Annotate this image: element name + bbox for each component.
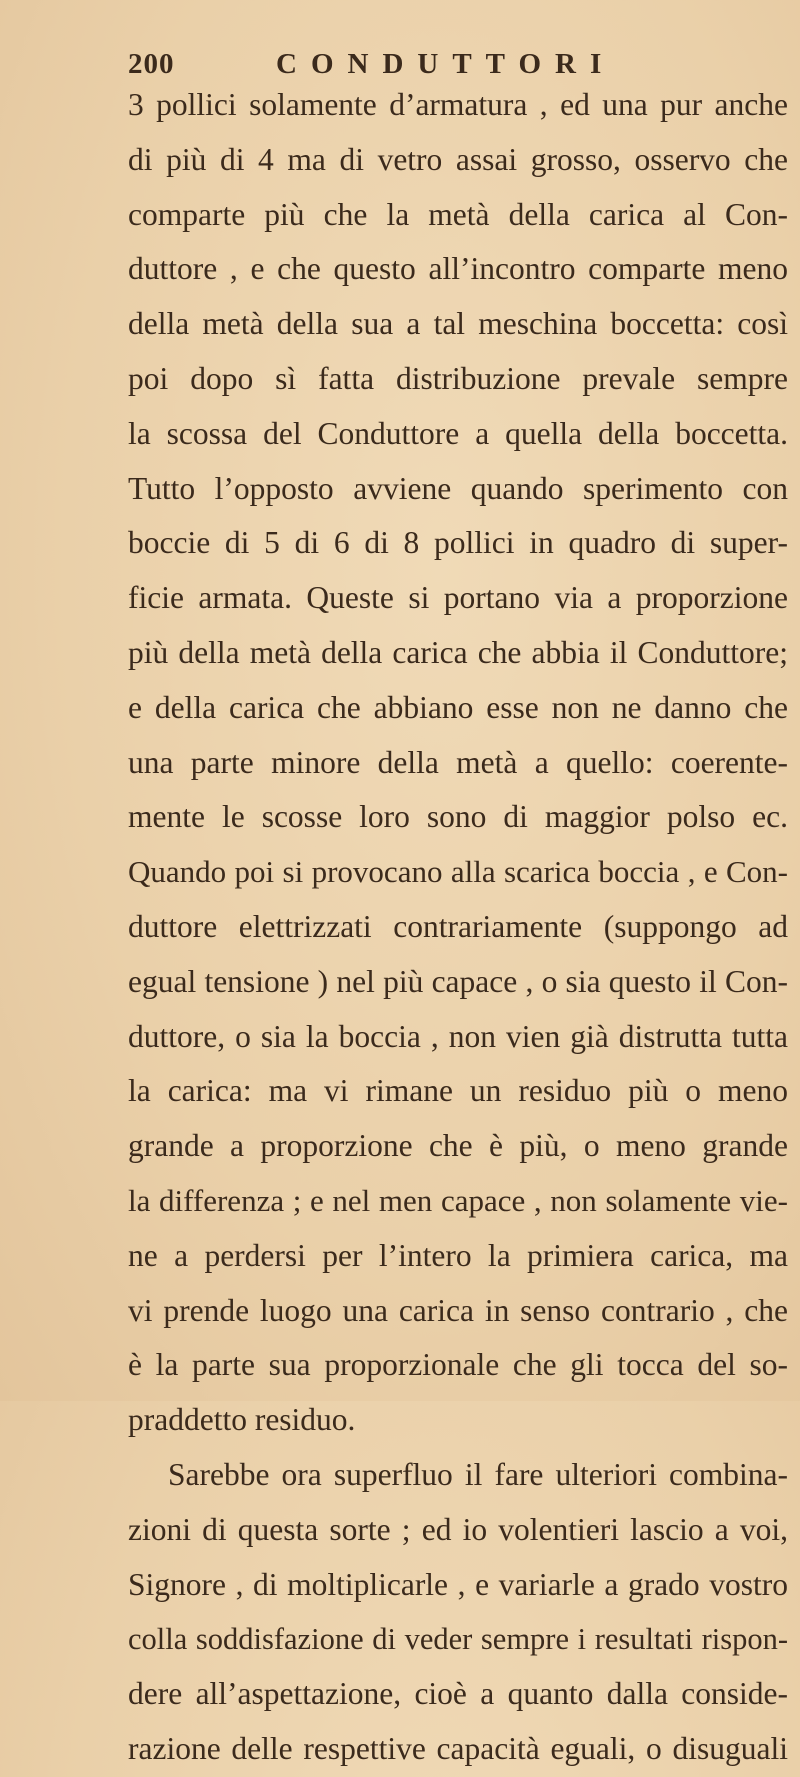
text-line: Signore , di moltiplicarle , e variarle a grado vostro (128, 1566, 788, 1602)
page-number: 200 (128, 48, 175, 80)
text-line: egual tensione ) nel più capace , o sia questo il Con- (128, 963, 788, 999)
text-line: duttore, o sia la boccia , non vien già distrutta tutta (128, 1018, 788, 1054)
text-line: colla soddisfazione di veder sempre i resultati rispon- (128, 1622, 788, 1657)
text-line: praddetto residuo. (128, 1402, 356, 1438)
running-head: CONDUTTORI (276, 48, 616, 80)
text-line: della metà della sua a tal meschina boccetta: così (128, 306, 788, 342)
text-line: una parte minore della metà a quello: coerente- (128, 744, 788, 780)
text-line: ne a perdersi per l’intero la primiera carica, ma (128, 1237, 788, 1273)
text-line: comparte più che la metà della carica al Con- (128, 196, 788, 232)
text-line: duttore , e che questo all’incontro comparte meno (128, 251, 788, 287)
text-line: di più di 4 ma di vetro assai grosso, osservo che (128, 141, 788, 177)
text-line: boccie di 5 di 6 di 8 pollici in quadro di super- (128, 525, 788, 561)
text-line: 3 pollici solamente d’armatura , ed una pur anche (128, 87, 788, 122)
text-line: vi prende luogo una carica in senso contrario , che (128, 1292, 788, 1328)
text-line: poi dopo sì fatta distribuzione prevale sempre (128, 360, 788, 396)
text-line: razione delle respettive capacità eguali, o disuguali (128, 1730, 788, 1766)
text-line: zioni di questa sorte ; ed io volentieri lascio a voi, (128, 1511, 788, 1547)
text-line: mente le scosse loro sono di maggior polso ec. (128, 799, 788, 835)
text-line: duttore elettrizzati contrariamente (suppongo ad (128, 908, 788, 944)
body-text (128, 78, 788, 1777)
text-line: e della carica che abbiano esse non ne danno che (128, 689, 788, 725)
text-line: ficie armata. Queste si portano via a proporzione (128, 580, 788, 616)
text-line: grande a proporzione che è più, o meno grande (128, 1128, 788, 1164)
text-line: Sarebbe ora superfluo il fare ulteriori combina- (168, 1456, 788, 1492)
text-line: è la parte sua proporzionale che gli tocca del so- (128, 1347, 788, 1383)
text-line: la differenza ; e nel men capace , non solamente vie- (128, 1182, 788, 1218)
text-line: la carica: ma vi rimane un residuo più o meno (128, 1073, 788, 1109)
text-line: Quando poi si provocano alla scarica boccia , e Con- (128, 854, 788, 890)
text-line: Tutto l’opposto avviene quando sperimento con (128, 470, 788, 506)
text-line: più della metà della carica che abbia il Conduttore; (128, 634, 788, 670)
text-line: la scossa del Conduttore a quella della boccetta. (128, 415, 788, 451)
text-line: dere all’aspettazione, cioè a quanto dalla conside- (128, 1676, 788, 1712)
